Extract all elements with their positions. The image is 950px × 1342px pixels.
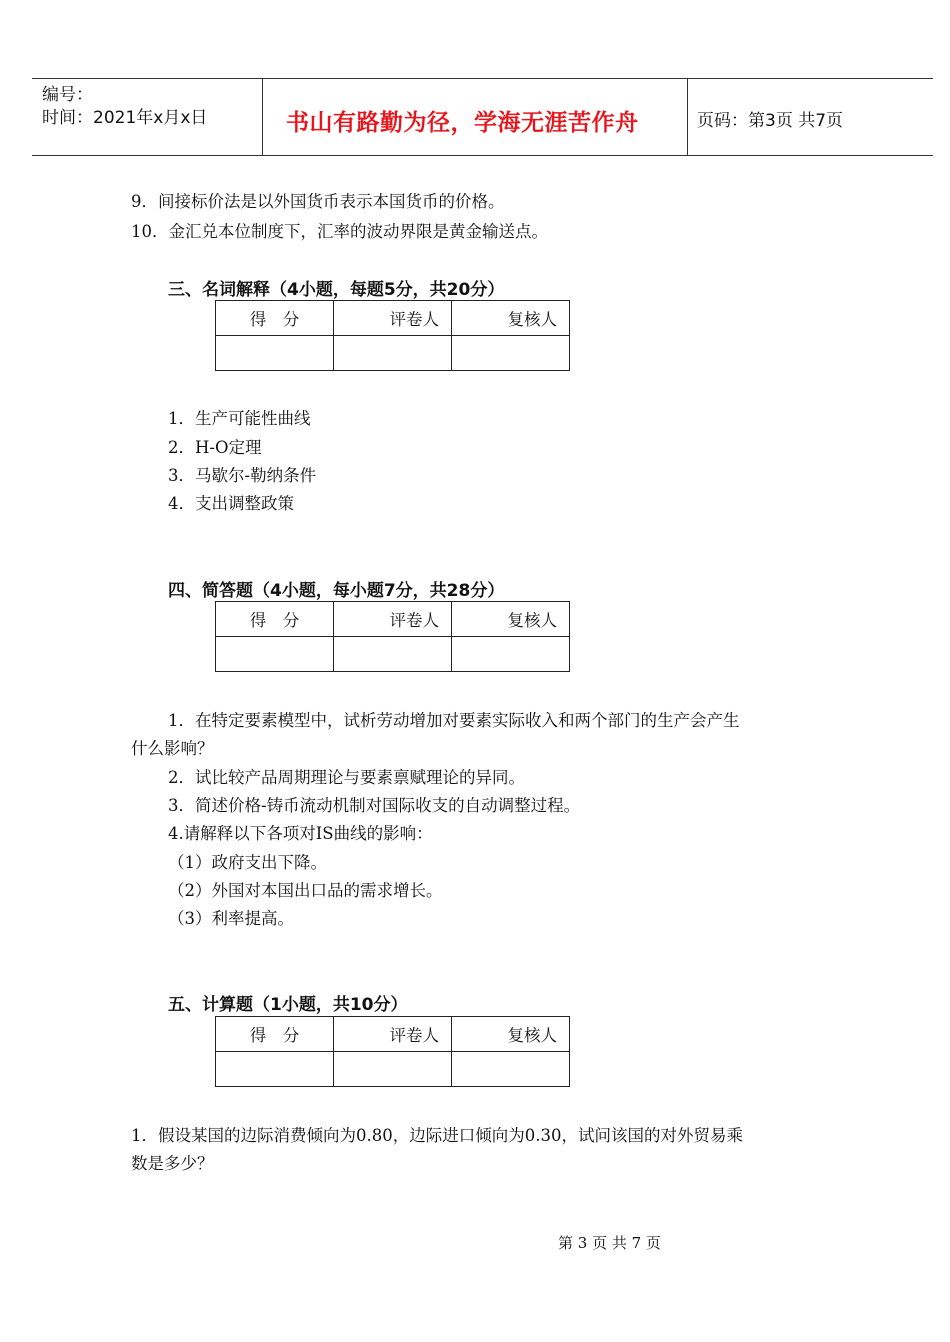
tf-item-10: 10．金汇兑本位制度下，汇率的波动界限是黄金输送点。 [131, 222, 548, 241]
section3-score-table [215, 300, 570, 371]
time-label: 时间：2021年x月x日 [42, 108, 208, 128]
header-divider-2 [687, 78, 688, 155]
score-cell [216, 336, 334, 371]
grader-header: 评卷人 [334, 602, 452, 637]
header-page-info: 页码：第3页 共7页 [697, 111, 844, 131]
header-divider-1 [262, 78, 263, 155]
reviewer-header: 复核人 [452, 602, 570, 637]
section5-item-1-cont: 数是多少？ [131, 1154, 214, 1173]
section4-item-4-sub-2: （2）外国对本国出口品的需求增长。 [168, 881, 443, 900]
score-cell [216, 637, 334, 672]
section4-item-3: 3．简述价格-铸币流动机制对国际收支的自动调整过程。 [168, 796, 581, 815]
section3-item-2: 2．H-O定理 [168, 438, 262, 457]
section3-title: 三、名词解释（4小题，每题5分，共20分） [168, 280, 505, 300]
reviewer-cell [452, 336, 570, 371]
section4-item-4-sub-3: （3）利率提高。 [168, 909, 294, 928]
section4-item-4-sub-1: （1）政府支出下降。 [168, 853, 327, 872]
reviewer-cell [452, 637, 570, 672]
score-header: 得 分 [216, 602, 334, 637]
grader-cell [334, 1052, 452, 1087]
score-header: 得 分 [216, 1017, 334, 1052]
section5-title: 五、计算题（1小题，共10分） [168, 995, 408, 1015]
section4-item-1: 1．在特定要素模型中，试析劳动增加对要素实际收入和两个部门的生产会产生 [168, 711, 740, 730]
reviewer-header: 复核人 [452, 301, 570, 336]
section4-title: 四、简答题（4小题，每小题7分，共28分） [168, 581, 505, 601]
section4-score-table [215, 601, 570, 672]
score-cell [216, 1052, 334, 1087]
header-motto: 书山有路勤为径，学海无涯苦作舟 [286, 110, 639, 136]
section4-item-2: 2．试比较产品周期理论与要素禀赋理论的异同。 [168, 768, 525, 787]
grader-cell [334, 336, 452, 371]
serial-label: 编号： [42, 85, 93, 105]
header-bottom-rule [32, 155, 933, 156]
section3-item-4: 4．支出调整政策 [168, 494, 294, 513]
section3-item-1: 1．生产可能性曲线 [168, 409, 311, 428]
section5-item-1: 1．假设某国的边际消费倾向为0.80，边际进口倾向为0.30，试问该国的对外贸易乘 [131, 1126, 743, 1145]
reviewer-header: 复核人 [452, 1017, 570, 1052]
header-top-rule [32, 78, 933, 79]
section4-item-4: 4.请解释以下各项对IS曲线的影响： [168, 824, 433, 843]
tf-item-9: 9．间接标价法是以外国货币表示本国货币的价格。 [131, 192, 505, 211]
grader-header: 评卷人 [334, 301, 452, 336]
page-footer: 第 3 页 共 7 页 [558, 1234, 661, 1252]
grader-header: 评卷人 [334, 1017, 452, 1052]
score-header: 得 分 [216, 301, 334, 336]
reviewer-cell [452, 1052, 570, 1087]
section3-item-3: 3．马歇尔-勒纳条件 [168, 466, 317, 485]
section5-score-table [215, 1016, 570, 1087]
section4-item-1-cont: 什么影响？ [131, 739, 214, 758]
grader-cell [334, 637, 452, 672]
